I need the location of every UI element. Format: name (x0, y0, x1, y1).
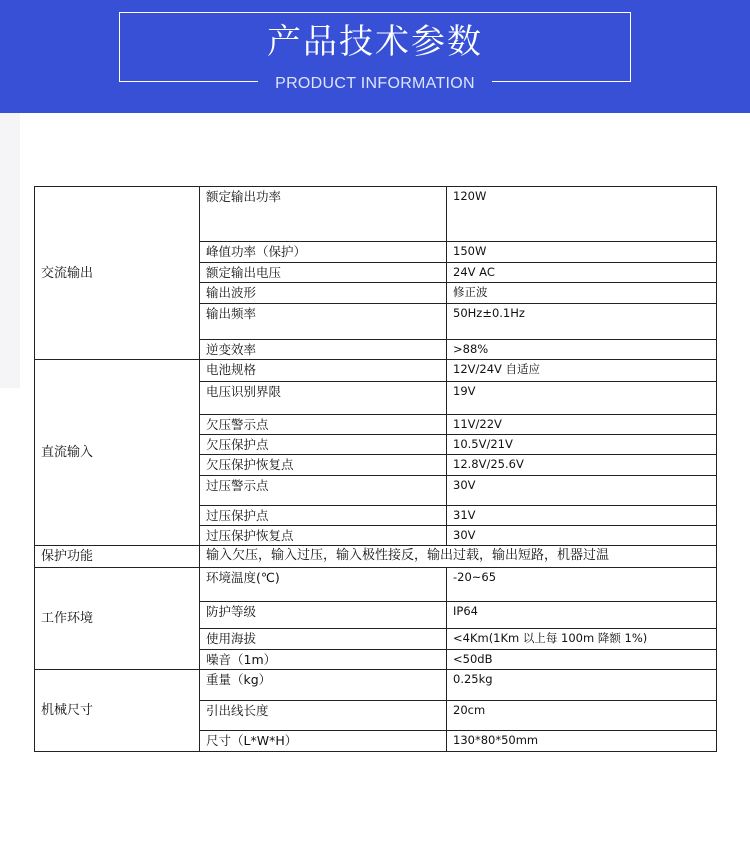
table-row (35, 360, 717, 382)
param-cell: 额定输出功率 (200, 187, 447, 242)
value-cell: 19V (447, 382, 717, 415)
param-cell: 尺寸（L*W*H） (200, 731, 447, 752)
spec-table (34, 186, 717, 752)
value-cell: 30V (447, 526, 717, 546)
value-cell: 150W (447, 242, 717, 263)
value-cell: 120W (447, 187, 717, 242)
value-cell: 10.5V/21V (447, 435, 717, 455)
param-cell: 过压警示点 (200, 476, 447, 506)
value-cell: 130*80*50mm (447, 731, 717, 752)
param-cell: 欠压警示点 (200, 415, 447, 435)
table-row (35, 187, 717, 242)
param-cell: 引出线长度 (200, 701, 447, 731)
param-cell: 噪音（1m） (200, 650, 447, 670)
value-cell: 输入欠压，输入过压，输入极性接反，输出过载，输出短路，机器过温 (200, 546, 717, 568)
table-row (35, 670, 717, 701)
param-cell: 峰值功率（保护） (200, 242, 447, 263)
value-cell: 12.8V/25.6V (447, 455, 717, 476)
value-cell: 11V/22V (447, 415, 717, 435)
param-cell: 防护等级 (200, 602, 447, 629)
param-cell: 电池规格 (200, 360, 447, 382)
value-cell: IP64 (447, 602, 717, 629)
param-cell: 额定输出电压 (200, 263, 447, 283)
value-cell: 50Hz±0.1Hz (447, 304, 717, 340)
param-cell: 逆变效率 (200, 340, 447, 360)
param-cell: 输出波形 (200, 283, 447, 304)
param-cell: 电压识别界限 (200, 382, 447, 415)
header-banner (0, 0, 750, 113)
param-cell: 欠压保护恢复点 (200, 455, 447, 476)
param-cell: 重量（kg） (200, 670, 447, 701)
value-cell: 12V/24V 自适应 (447, 360, 717, 382)
page-subtitle: PRODUCT INFORMATION (258, 72, 492, 96)
value-cell: 24V AC (447, 263, 717, 283)
value-cell: 0.25kg (447, 670, 717, 701)
page-title: 产品技术参数 (267, 22, 483, 62)
param-cell: 过压保护恢复点 (200, 526, 447, 546)
param-cell: 欠压保护点 (200, 435, 447, 455)
category-cell: 机械尺寸 (35, 670, 200, 752)
value-cell: 31V (447, 506, 717, 526)
side-decoration (0, 113, 20, 388)
value-cell: >88% (447, 340, 717, 360)
category-cell: 交流输出 (35, 187, 200, 360)
value-cell: 20cm (447, 701, 717, 731)
value-cell: 修正波 (447, 283, 717, 304)
value-cell: <50dB (447, 650, 717, 670)
category-cell: 保护功能 (35, 546, 200, 568)
param-cell: 使用海拔 (200, 629, 447, 650)
table-row (35, 568, 717, 602)
param-cell: 环境温度(℃) (200, 568, 447, 602)
table-row (35, 546, 717, 568)
value-cell: <4Km(1Km 以上每 100m 降额 1%) (447, 629, 717, 650)
category-cell: 直流输入 (35, 360, 200, 546)
param-cell: 输出频率 (200, 304, 447, 340)
value-cell: 30V (447, 476, 717, 506)
value-cell: -20~65 (447, 568, 717, 602)
category-cell: 工作环境 (35, 568, 200, 670)
param-cell: 过压保护点 (200, 506, 447, 526)
